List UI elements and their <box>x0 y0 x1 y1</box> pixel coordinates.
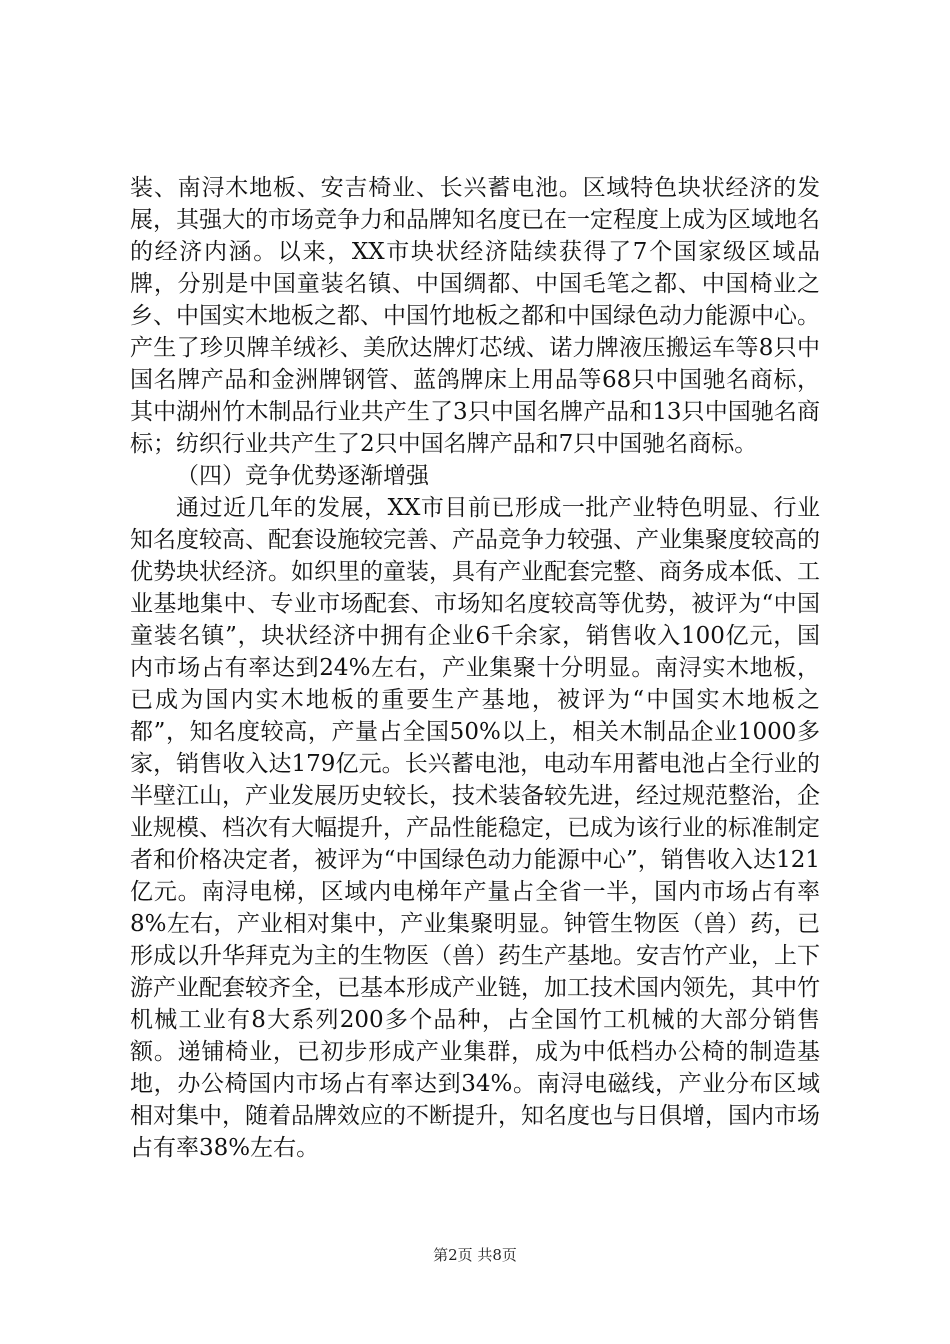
paragraph-competitive-advantage: 通过近几年的发展，XX市目前已形成一批产业特色明显、行业知名度较高、配套设施较完善、产品竞争力较强、产业集聚度较高的优势块状经济。如织里的童装，具有产业配套完整、商务成本低、工业基地集中、专业市场配套、市场知名度较高等优势，被评为“中国童装名镇”，块状经济中拥有企业6千余家，销售收入100亿元，国内市场占有率达到24%左右，产业集聚十分明显。南浔实木地板，已成为国内实木地板的重要生产基地，被评为“中国实木地板之都”，知名度较高，产量占全国50%以上，相关木制品企业1000多家，销售收入达179亿元。长兴蓄电池，电动车用蓄电池占全行业的半壁江山，产业发展历史较长，技术装备较先进，经过规范整治，企业规模、档次有大幅提升，产品性能稳定，已成为该行业的标准制定者和价格决定者，被评为“中国绿色动力能源中心”，销售收入达121亿元。南浔电梯，区域内电梯年产量占全省一半，国内市场占有率8%左右，产业相对集中，产业集聚明显。钟管生物医（兽）药，已形成以升华拜克为主的生物医（兽）药生产基地。安吉竹产业，上下游产业配套较齐全，已基本形成产业链，加工技术国内领先，其中竹机械工业有8大系列200多个品种，占全国竹工机械的大部分销售额。递铺椅业，已初步形成产业集群，成为中低档办公椅的制造基地，办公椅国内市场占有率达到34%。南浔电磁线，产业分布区域相对集中，随着品牌效应的不断提升，知名度也与日俱增，国内市场占有率38%左右。 <box>130 495 820 1161</box>
section-heading: （四）竞争优势逐渐增强 <box>176 463 429 489</box>
page-footer: 第2页 共8页 <box>433 1246 517 1264</box>
paragraph-continuation: 装、南浔木地板、安吉椅业、长兴蓄电池。区域特色块状经济的发展，其强大的市场竞争力和品牌知名度已在一定程度上成为区域地名的经济内涵。以来，XX市块状经济陆续获得了7个国家级区域品牌，分别是中国童装名镇、中国绸都、中国毛笔之都、中国椅业之乡、中国实木地板之都、中国竹地板之都和中国绿色动力能源中心。产生了珍贝牌羊绒衫、美欣达牌灯芯绒、诺力牌液压搬运车等8只中国名牌产品和金洲牌钢管、蓝鸽牌床上用品等68只中国驰名商标，其中湖州竹木制品行业共产生了3只中国名牌产品和13只中国驰名商标；纺织行业共产生了2只中国名牌产品和7只中国驰名商标。 <box>130 175 820 457</box>
document-body <box>130 172 820 1164</box>
